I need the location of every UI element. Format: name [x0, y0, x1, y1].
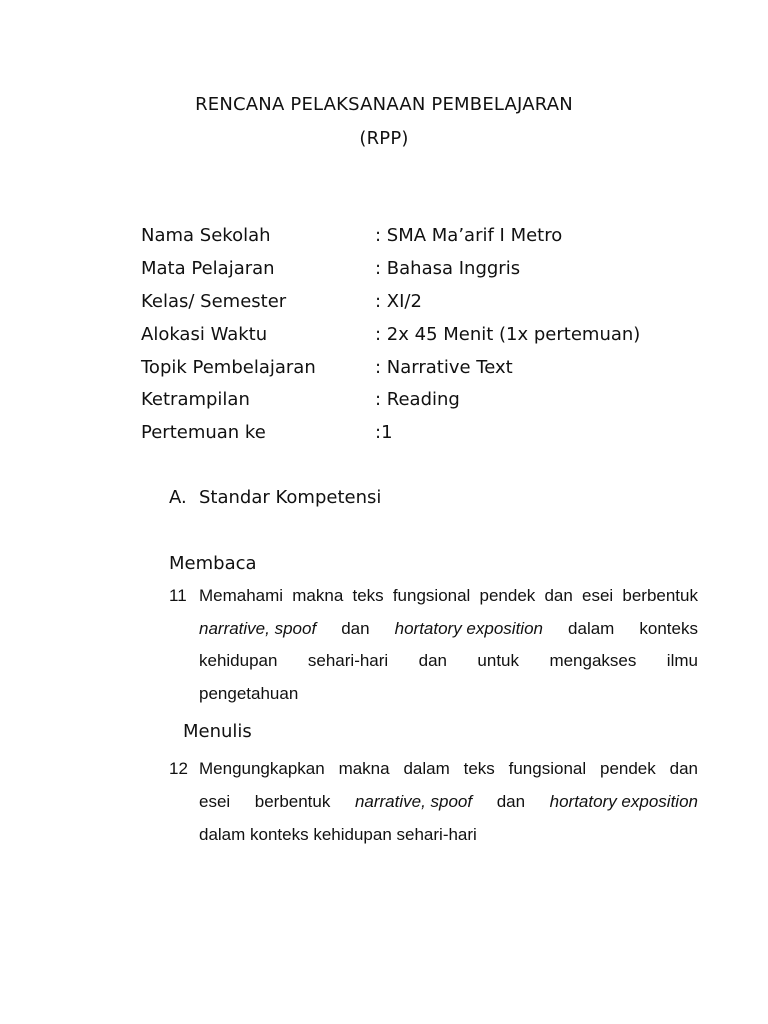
document-title: RENCANA PELAKSANAAN PEMBELAJARAN [195, 94, 573, 115]
info-value-pertemuan-ke: :1 [375, 422, 393, 443]
menulis-line-2: esei berbentuk narrative, spoof dan hortatory exposition [199, 792, 698, 811]
info-value-kelas-semester: : XI/2 [375, 291, 422, 312]
info-label-alokasi-waktu: Alokasi Waktu [141, 324, 268, 345]
info-label-pertemuan-ke: Pertemuan ke [141, 422, 266, 443]
section-heading [169, 487, 381, 508]
section-letter: A. [169, 487, 187, 508]
menulis-item-number: 12 [169, 759, 188, 778]
membaca-line-3: kehidupan sehari-hari dan untuk mengakses ilmu [199, 651, 698, 670]
info-value-nama-sekolah: : SMA Ma’arif I Metro [375, 225, 563, 246]
info-label-nama-sekolah: Nama Sekolah [141, 225, 271, 246]
membaca-heading: Membaca [169, 553, 257, 574]
document-subtitle: (RPP) [359, 128, 409, 149]
menulis-line-1: Mengungkapkan makna dalam teks fungsional pendek dan [199, 759, 698, 778]
section-title: Standar Kompetensi [199, 487, 382, 508]
info-label-mata-pelajaran: Mata Pelajaran [141, 258, 275, 279]
menulis-line-3: dalam konteks kehidupan sehari-hari [199, 825, 477, 844]
info-label-topik-pembelajaran: Topik Pembelajaran [141, 357, 316, 378]
info-value-topik-pembelajaran: : Narrative Text [375, 357, 513, 378]
membaca-line-4: pengetahuan [199, 684, 299, 703]
membaca-item-number: 11 [169, 586, 187, 605]
info-value-ketrampilan: : Reading [375, 389, 460, 410]
info-label-ketrampilan: Ketrampilan [141, 389, 250, 410]
info-label-kelas-semester: Kelas/ Semester [141, 291, 287, 312]
membaca-line-1: Memahami makna teks fungsional pendek dan esei berbentuk [199, 586, 698, 605]
membaca-line-2: narrative, spoof dan hortatory exposition dalam konteks [199, 619, 698, 638]
info-value-alokasi-waktu: : 2x 45 Menit (1x pertemuan) [375, 324, 641, 345]
info-value-mata-pelajaran: : Bahasa Inggris [375, 258, 521, 279]
menulis-heading: Menulis [183, 721, 252, 742]
